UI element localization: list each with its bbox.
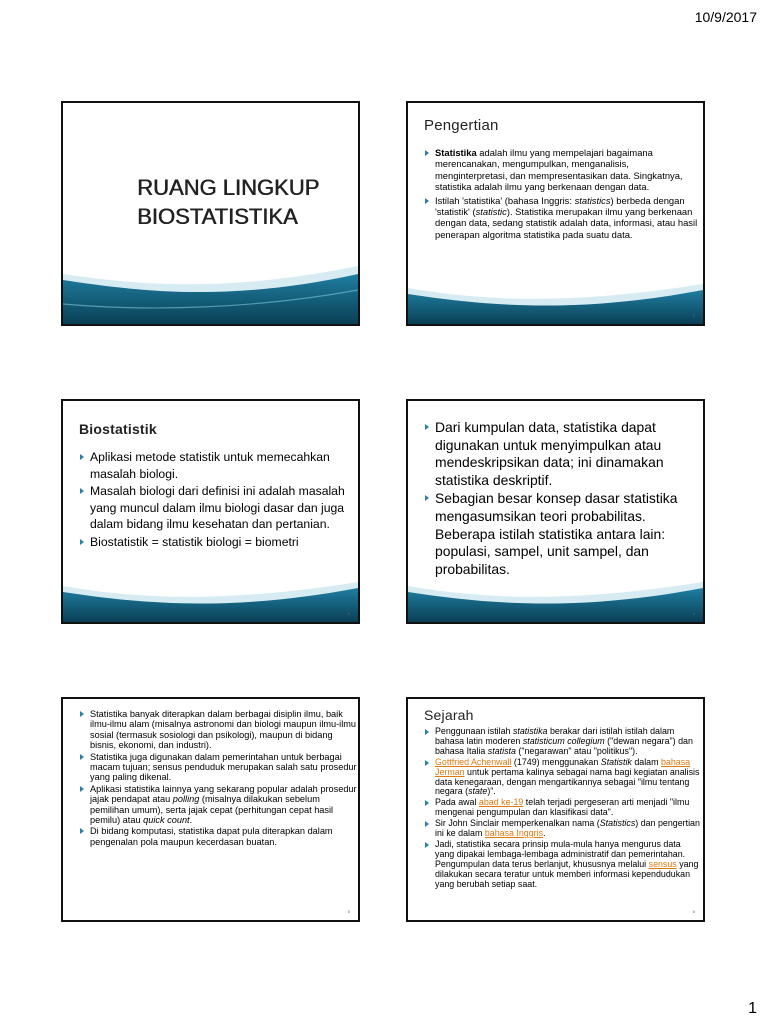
- bullet-list: [424, 727, 702, 891]
- link-bahasa-jerman[interactable]: bahasa Jerman: [435, 756, 691, 777]
- bullet-list: [79, 709, 357, 848]
- wave-decoration: [408, 254, 703, 324]
- wave-decoration: [408, 552, 703, 622]
- list-item: Gottfried Achenwall (1749) menggunakan Statistik dalam bahasa Jerman untuk pertama kalinya sebagai nama bagi kegiatan analisis data kenegaraan, dengan mengartikannya sebagai "ilmu tentang negara (state)".: [424, 758, 702, 798]
- list-item: Di bidang komputasi, statistika dapat pula diterapkan dalam pengenalan pola maupun kecerdasan buatan.: [79, 826, 357, 847]
- list-item: Jadi, statistika secara prinsip mula-mula hanya mengurus data yang dipakai lembaga-lembaga administratif dan pemerintahan. Pengumpulan data terus berlanjut, khususnya melalui sensus yang dilakukan secara teratur untuk memberi informasi kependudukan yang berubah setiap saat.: [424, 840, 702, 890]
- bullet-list: [79, 449, 349, 551]
- link-bahasa-inggris[interactable]: bahasa Inggris: [484, 828, 544, 839]
- slide-number: 3: [347, 611, 350, 616]
- slide-3: [61, 399, 360, 624]
- slide-4: [406, 399, 705, 624]
- list-item: Dari kumpulan data, statistika dapat digunakan untuk menyimpulkan atau mendeskripsikan data; ini dinamakan statistika deskriptif.: [424, 419, 702, 489]
- link-abad-ke-19[interactable]: abad ke-19: [478, 797, 524, 808]
- slide-number: 5: [347, 909, 350, 914]
- slide-number: 4: [692, 611, 695, 616]
- list-item: Statistika banyak diterapkan dalam berbagai disiplin ilmu, baik ilmu-ilmu alam (misalnya astronomi dan biologi maupun ilmu-ilmu sosial (termasuk sosiologi dan psikologi), maupun di bidang bisnis, ekonomi, dan industri).: [79, 709, 357, 751]
- slide-number: 6: [692, 909, 695, 914]
- page-number: 1: [748, 1000, 757, 1017]
- slide-title: [137, 173, 347, 231]
- list-item: Statistika juga digunakan dalam pemerintahan untuk berbagai macam tujuan; sensus penduduk merupakan salah satu prosedur yang paling dikenal.: [79, 752, 357, 783]
- page-date: 10/9/2017: [694, 9, 757, 25]
- wave-decoration: [63, 552, 358, 622]
- slide-6: [406, 697, 705, 922]
- slide-heading: Pengertian: [424, 117, 499, 134]
- slide-title-line-2: BIOSTATISTIKA: [137, 204, 298, 229]
- list-item: Masalah biologi dari definisi ini adalah masalah yang muncul dalam ilmu biologi dasar dan juga dalam bidang ilmu kesehatan dan pertanian.: [79, 483, 349, 533]
- list-item: Aplikasi metode statistik untuk memecahkan masalah biologi.: [79, 449, 349, 482]
- slide-title-line-1: RUANG LINGKUP: [137, 175, 320, 200]
- list-item: Sebagian besar konsep dasar statistika mengasumsikan teori probabilitas. Beberapa istilah statistika antara lain: populasi, sampel, unit sampel, dan probabilitas.: [424, 490, 702, 578]
- wave-decoration: [63, 254, 358, 324]
- list-item: Aplikasi statistika lainnya yang sekarang popular adalah prosedur jajak pendapat atau polling (misalnya dilakukan sebelum pemilihan umum), serta jajak cepat (perhitungan cepat hasil pemilu) atau quick count.: [79, 784, 357, 826]
- slide-heading: Sejarah: [424, 707, 474, 723]
- slide-2: [406, 101, 705, 326]
- list-item: Penggunaan istilah statistika berakar dari istilah istilah dalam bahasa latin moderen statisticum collegium ("dewan negara") dan bahasa Italia statista ("negarawan" atau "politikus").: [424, 727, 702, 757]
- list-item: Biostatistik = statistik biologi = biometri: [79, 534, 349, 551]
- slide-number: 2: [692, 313, 695, 318]
- slide-5: [61, 697, 360, 922]
- link-sensus[interactable]: sensus: [648, 858, 677, 869]
- list-item: Pada awal abad ke-19 telah terjadi pergeseran arti menjadi "ilmu mengenai pengumpulan dan klasifikasi data".: [424, 798, 702, 818]
- list-item: Statistika adalah ilmu yang mempelajari bagaimana merencanakan, mengumpulkan, menganalisis, menginterpretasi, dan mempresentasikan data. Singkatnya, statistika adalah ilmu yang berkenaan dengan data.: [424, 147, 699, 193]
- slide-1: [61, 101, 360, 326]
- link-gottfried-achenwall[interactable]: Gottfried Achenwall: [435, 756, 512, 767]
- slide-heading: Biostatistik: [79, 421, 157, 437]
- list-item: Sir John Sinclair memperkenalkan nama (Statistics) dan pengertian ini ke dalam bahasa Inggris.: [424, 819, 702, 839]
- list-item: Istilah 'statistika' (bahasa Inggris: statistics) berbeda dengan 'statistik' (statistic). Statistika merupakan ilmu yang berkenaan dengan data, sedang statistik adalah data, informasi, atau hasil penerapan algoritma statistika pada suatu data.: [424, 195, 699, 241]
- bullet-list: [424, 147, 699, 242]
